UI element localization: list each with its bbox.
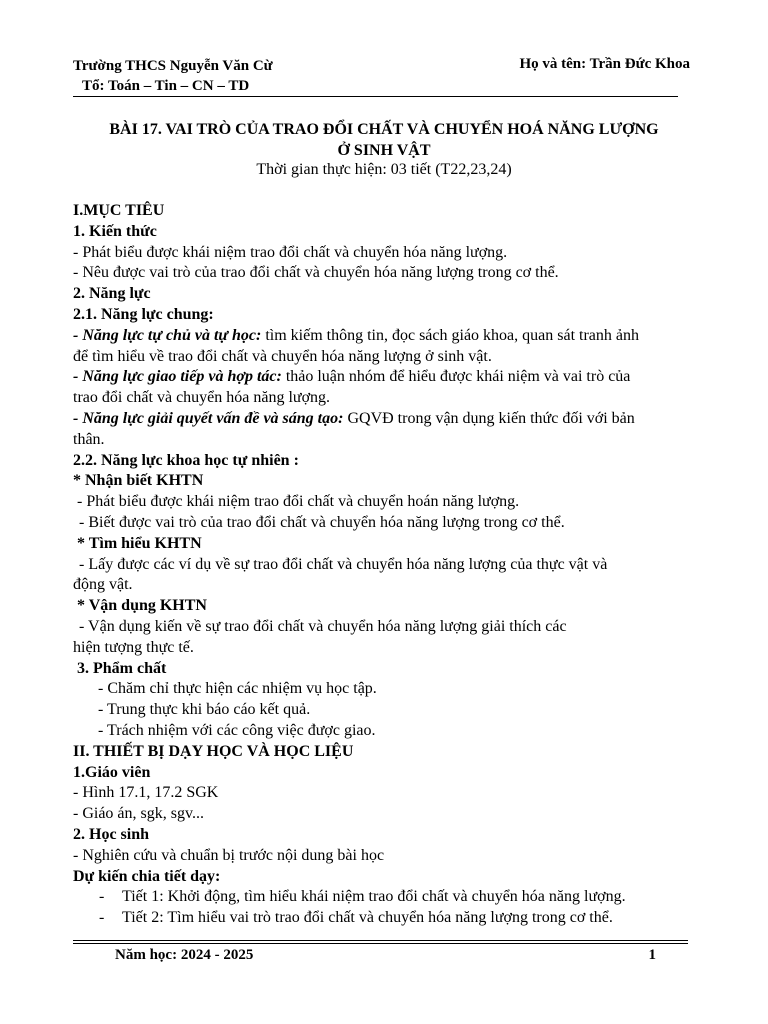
school-name: Trường THCS Nguyễn Văn Cừ (73, 58, 273, 74)
bullet-dash: - (99, 888, 105, 906)
paragraph: động vật. (73, 576, 133, 594)
lesson-duration: Thời gian thực hiện: 03 tiết (T22,23,24) (256, 161, 512, 178)
bullet-dash: - (99, 909, 105, 927)
paragraph: - Trung thực khi báo cáo kết quả. (98, 701, 311, 719)
subsection-heading: 2.2. Năng lực khoa học tự nhiên : (73, 451, 299, 469)
header-divider (73, 96, 678, 97)
footer-divider (73, 940, 688, 941)
page-number: 1 (648, 947, 656, 963)
paragraph: - Phát biểu được khái niệm trao đổi chất và chuyển hóa năng lượng. (73, 243, 508, 261)
list-item (73, 908, 698, 929)
subsection-heading: * Nhận biết KHTN (73, 472, 204, 490)
subsection-heading: * Vận dụng KHTN (77, 597, 207, 615)
paragraph: - Vận dụng kiến về sự trao đổi chất và chuyển hóa năng lượng giải thích các (79, 617, 567, 635)
competency-text: tìm kiếm thông tin, đọc sách giáo khoa, quan sát tranh ảnh (261, 326, 640, 344)
lesson-title-line1: BÀI 17. VAI TRÒ CỦA TRAO ĐỔI CHẤT VÀ CHUYỂN HOÁ NĂNG LƯỢNG (109, 121, 659, 138)
paragraph (73, 326, 698, 347)
paragraph: - Trách nhiệm với các công việc được giao. (98, 721, 376, 739)
header-left (73, 56, 273, 96)
paragraph: - Giáo án, sgk, sgv... (73, 805, 204, 823)
paragraph: - Phát biểu được khái niệm trao đổi chất và chuyển hoán năng lượng. (77, 493, 520, 511)
paragraph: - Biết được vai trò của trao đổi chất và chuyển hóa năng lượng trong cơ thể. (79, 513, 565, 531)
subsection-heading: 1.Giáo viên (73, 763, 151, 781)
section-heading: I.MỤC TIÊU (73, 202, 165, 219)
paragraph: thân. (73, 430, 105, 448)
subsection-heading: 1. Kiến thức (73, 222, 157, 240)
competency-text: GQVĐ trong vận dụng kiến thức đối với bản (343, 409, 635, 427)
competency-label: - Năng lực giải quyết vấn đề và sáng tạo: (73, 409, 344, 427)
lesson-body (73, 201, 698, 929)
competency-label: - Năng lực tự chủ và tự học: (73, 326, 262, 344)
list-item (73, 887, 698, 908)
paragraph: - Chăm chỉ thực hiện các nhiệm vụ học tập. (98, 680, 377, 698)
footer-divider (73, 943, 688, 944)
subsection-heading: Dự kiến chia tiết dạy: (73, 867, 221, 885)
lesson-title-line2: Ở SINH VẬT (337, 142, 431, 159)
subsection-heading: 2. Năng lực (73, 285, 151, 303)
subsection-heading: 2.1. Năng lực chung: (73, 305, 214, 323)
competency-text: thảo luận nhóm để hiểu được khái niệm và vai trò của (281, 368, 631, 386)
paragraph: trao đổi chất và chuyển hóa năng lượng. (73, 389, 331, 407)
subsection-heading: * Tìm hiểu KHTN (77, 534, 202, 552)
paragraph: hiện tượng thực tế. (73, 638, 194, 656)
paragraph (73, 409, 698, 430)
paragraph: - Hình 17.1, 17.2 SGK (73, 784, 219, 802)
lesson-title (60, 119, 708, 161)
paragraph: - Lấy được các ví dụ về sự trao đổi chất và chuyển hóa năng lượng của thực vật và (79, 555, 608, 573)
subsection-heading: 3. Phẩm chất (77, 659, 167, 677)
list-item-text: Tiết 1: Khởi động, tìm hiểu khái niệm trao đổi chất và chuyển hóa năng lượng. (122, 888, 626, 906)
paragraph: để tìm hiểu về trao đổi chất và chuyển hóa năng lượng ở sinh vật. (73, 347, 492, 365)
teacher-name: Họ và tên: Trần Đức Khoa (519, 56, 690, 72)
paragraph: - Nêu được vai trò của trao đổi chất và chuyển hóa năng lượng trong cơ thể. (73, 264, 559, 282)
paragraph (73, 367, 698, 388)
subsection-heading: 2. Học sinh (73, 825, 150, 843)
department-name: Tổ: Toán – Tin – CN – TD (82, 78, 250, 94)
school-year: Năm học: 2024 - 2025 (115, 947, 254, 963)
section-heading: II. THIẾT BỊ DẠY HỌC VÀ HỌC LIỆU (73, 742, 354, 760)
competency-label: - Năng lực giao tiếp và hợp tác: (73, 368, 282, 386)
paragraph: - Nghiên cứu và chuẩn bị trước nội dung bài học (73, 846, 385, 864)
list-item-text: Tiết 2: Tìm hiểu vai trò trao đổi chất và chuyển hóa năng lượng trong cơ thể. (122, 909, 613, 927)
